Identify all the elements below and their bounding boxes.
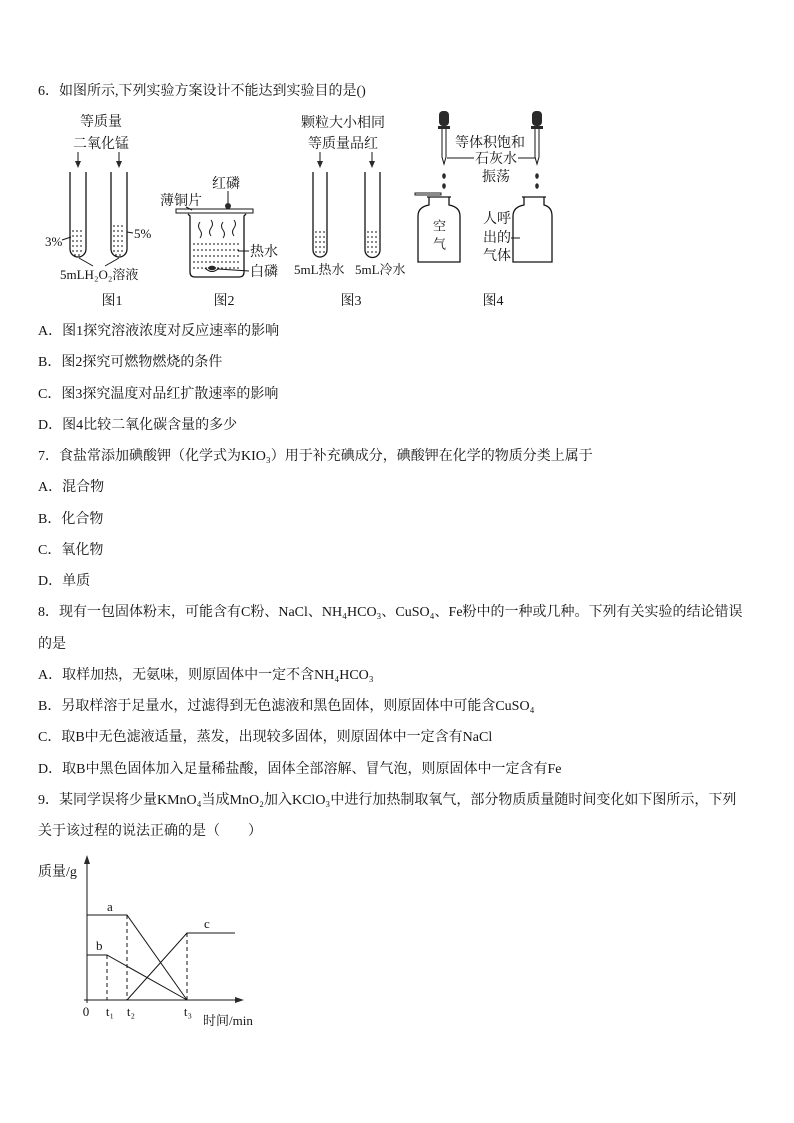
question-7-option-b: B．化合物 xyxy=(38,511,104,527)
question-8-option-b: B．另取样溶于足量水，过滤得到无色滤液和黑色固体，则原固体中可能含CuSO₄ xyxy=(38,699,535,714)
fig1-leader-solution-right xyxy=(105,258,119,266)
question-8-option-c: C．取B中无色滤液适量，蒸发，出现较多固体，则原固体中一定含有NaCl xyxy=(38,730,493,746)
fig2-hot-water xyxy=(193,244,241,268)
graph-curve-b xyxy=(87,955,187,1000)
graph-tick-t1: t₁ xyxy=(105,1004,115,1019)
question-7-option-a: A．混合物 xyxy=(38,480,105,496)
question-7-option-c: C．氧化物 xyxy=(38,542,104,558)
question-6-option-b: B．图2探究可燃物燃烧的条件 xyxy=(38,355,223,371)
question-7-option-d: D．单质 xyxy=(38,574,91,589)
figure-2 xyxy=(160,175,278,309)
graph-curve-a xyxy=(87,915,187,1000)
fig3-test-tube-left xyxy=(313,172,327,257)
fig3-liquid-right xyxy=(367,232,378,252)
fig1-arrow-right xyxy=(116,152,122,168)
question-6-stem: 6．如图所示,下列实验方案设计不能达到实验目的是() xyxy=(38,84,366,99)
fig1-test-tube-right xyxy=(111,172,127,257)
fig4-exhaled-air-label: 人呼出的气体 xyxy=(483,212,511,264)
fig1-top-label-1: 等质量 xyxy=(80,115,122,130)
fig1-leader-solution-left xyxy=(79,258,93,266)
graph-label-a: a xyxy=(107,899,113,914)
fig1-caption: 图1 xyxy=(101,294,123,309)
fig4-caption: 图4 xyxy=(482,294,504,309)
question-6-option-a: A．图1探究溶液浓度对反应速率的影响 xyxy=(38,324,280,339)
fig1-left-concentration: 3% xyxy=(45,234,63,249)
fig2-white-phosphorus xyxy=(205,266,219,272)
fig2-red-phosphorus xyxy=(225,203,231,209)
fig3-test-tube-right xyxy=(365,172,380,258)
fig4-dropper-left xyxy=(438,111,450,164)
question-8-option-a: A．取样加热，无氨味，则原固体中一定不含NH₄HCO₃ xyxy=(38,667,374,683)
graph-label-b: b xyxy=(96,938,103,953)
fig2-copper-sheet xyxy=(176,209,253,213)
fig1-leader-right xyxy=(127,232,133,233)
fig2-caption: 图2 xyxy=(213,294,235,309)
question-8-stem-line-1: 8．现有一包固体粉末，可能含有C粉、NaCl、NH₄HCO₃、CuSO₄、Fe粉中的一种或几种。下列有关实验的结论错误 xyxy=(38,605,743,621)
graph-label-c: c xyxy=(204,916,210,931)
fig3-liquid-left xyxy=(315,232,325,252)
fig4-label-2: 石灰水 xyxy=(475,152,517,167)
fig4-air-label: 空气 xyxy=(431,219,446,255)
fig2-copper-sheet-label: 薄铜片 xyxy=(160,194,202,209)
question-9-graph xyxy=(0,845,300,1035)
question-8-option-d: D．取B中黑色固体加入足量稀盐酸，固体全部溶解、冒气泡，则原固体中一定含有Fe xyxy=(38,761,562,777)
fig1-liquid-right xyxy=(113,226,125,255)
question-6-figures xyxy=(0,105,794,315)
fig2-white-phosphorus-label: 白磷 xyxy=(250,265,278,280)
fig2-steam xyxy=(199,220,236,238)
question-9-stem-line-2: 关于该过程的说法正确的是（ ） xyxy=(38,824,262,839)
question-8 xyxy=(38,597,783,785)
question-6-option-c: C．图3探究温度对品红扩散速率的影响 xyxy=(38,386,279,402)
question-7 xyxy=(38,441,783,597)
question-8-stem-line-2: 的是 xyxy=(38,636,66,652)
question-6-options xyxy=(38,316,783,441)
figure-3 xyxy=(294,114,406,309)
fig4-dropper-right xyxy=(531,111,543,164)
figure-4 xyxy=(415,111,552,309)
graph-curve-c xyxy=(127,933,235,1000)
fig3-hot-water-label: 5mL热水 xyxy=(294,262,345,277)
fig4-glass-cover xyxy=(415,193,441,195)
question-text-flow xyxy=(38,316,783,847)
fig1-right-concentration: 5% xyxy=(134,226,152,241)
fig1-solution-label: 5mLH₂O₂溶液 xyxy=(60,267,139,282)
figure-1 xyxy=(45,114,152,309)
fig4-bottle-right xyxy=(513,197,552,262)
fig3-top-label-1: 颗粒大小相同 xyxy=(301,116,385,131)
fig3-cold-water-label: 5mL冷水 xyxy=(355,262,406,277)
fig3-caption: 图3 xyxy=(340,294,362,309)
fig1-top-label-2: 二氧化锰 xyxy=(73,137,129,152)
fig4-label-1: 等体积饱和 xyxy=(455,136,525,151)
graph-y-axis xyxy=(84,855,90,1003)
fig1-test-tube-left xyxy=(70,172,86,257)
graph-x-axis-label: 时间/min xyxy=(203,1013,253,1028)
fig4-drops-right xyxy=(535,173,539,189)
graph-origin-label: 0 xyxy=(82,1004,90,1019)
question-7-stem: 7．食盐常添加碘酸钾（化学式为KIO₃）用于补充碘成分，碘酸钾在化学的物质分类上属于 xyxy=(38,449,593,464)
question-9-stem-line-1: 9．某同学误将少量KMnO₄当成MnO₂加入KClO₃中进行加热制取氧气，部分物质质量随时间变化如下图所示，下列 xyxy=(38,792,737,808)
fig1-liquid-left xyxy=(72,231,84,255)
question-9 xyxy=(38,785,783,848)
graph-x-axis xyxy=(84,997,244,1003)
fig2-hot-water-label: 热水 xyxy=(250,245,278,260)
fig2-red-phosphorus-label: 红磷 xyxy=(212,177,240,192)
question-6-option-d: D．图4比较二氧化碳含量的多少 xyxy=(38,417,238,433)
fig3-top-label-2: 等质量品红 xyxy=(308,137,378,152)
graph-tick-t2: t₂ xyxy=(126,1004,136,1019)
fig4-drops-left xyxy=(442,173,446,189)
fig3-arrow-right xyxy=(369,152,375,168)
fig1-arrow-left xyxy=(75,152,81,168)
fig3-arrow-left xyxy=(317,152,323,168)
graph-tick-t3: t₃ xyxy=(183,1004,193,1019)
fig4-label-3: 振荡 xyxy=(482,170,510,185)
graph-y-axis-label: 质量/g xyxy=(38,865,77,880)
